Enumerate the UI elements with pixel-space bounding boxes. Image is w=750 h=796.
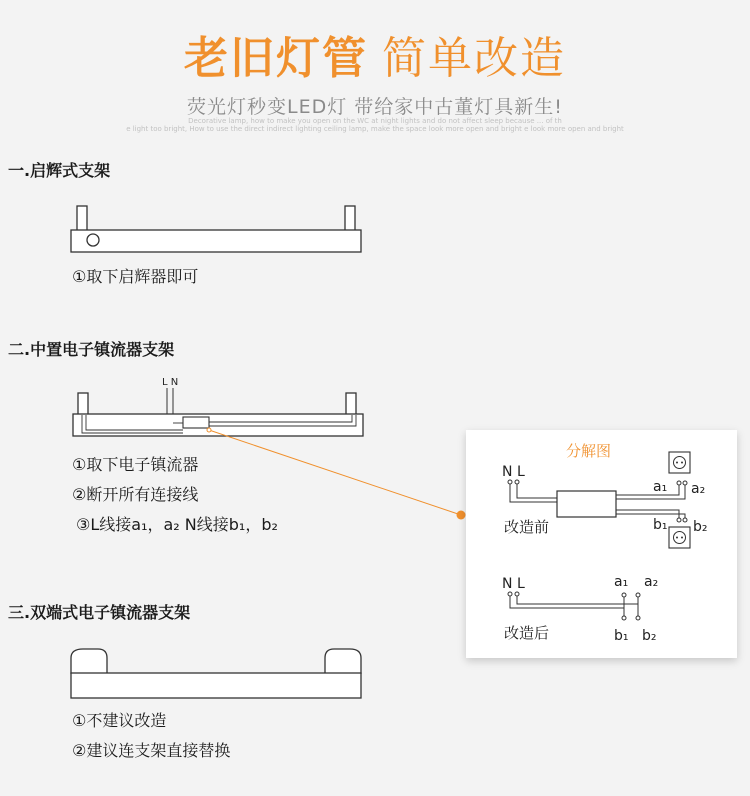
section-3-step-2: ②建议连支架直接替换 <box>72 741 231 760</box>
wire-l-after <box>517 596 638 604</box>
label-l-after: L <box>517 576 525 592</box>
callout-origin <box>207 428 211 432</box>
fixture-body <box>71 230 361 252</box>
wire-b2-before <box>616 514 685 518</box>
section-2-step-1: ①取下电子镇流器 <box>72 455 199 474</box>
wiring-diagram <box>466 430 737 658</box>
end-cap-right <box>325 649 361 674</box>
section-3-step-1: ①不建议改造 <box>72 711 167 730</box>
ballast-box <box>557 491 616 517</box>
label-n-before: N <box>502 464 513 480</box>
section-1-title: 一.启辉式支架 <box>8 161 111 180</box>
terminal-b2-after <box>636 616 640 620</box>
label-b1-before: b₁ <box>653 517 668 533</box>
terminal-l-before <box>515 480 519 484</box>
page-title <box>0 22 750 86</box>
fixture-body <box>71 673 361 698</box>
terminal-n-before <box>508 480 512 484</box>
lamp-holder-left <box>78 393 88 415</box>
fine-print-1: Decorative lamp, how to make you open on the WC at night lights and do not affect sleep because ... of th <box>188 117 562 125</box>
label-n-after: N <box>502 576 513 592</box>
label-b1-after: b₁ <box>614 628 629 644</box>
lamp-holder-right <box>346 393 356 415</box>
fine-print-2: e light too bright, How to use the direct indirect lighting ceiling lamp, make the space look more open and bright e look more open and bright <box>126 125 624 133</box>
terminal-b1-after <box>622 616 626 620</box>
label-a1-after: a₁ <box>614 574 629 590</box>
lamp-holder-right <box>345 206 355 231</box>
wire-a2-before <box>616 485 685 499</box>
double-end-fixture-drawing <box>60 640 380 710</box>
wire-label-ln: L N <box>162 377 179 388</box>
lamp-holder-left <box>77 206 87 231</box>
label-a1-before: a₁ <box>653 479 668 495</box>
label-a2-after: a₂ <box>644 574 659 590</box>
section-2-step-3: ③L线接a₁，a₂ N线接b₁，b₂ <box>76 515 278 534</box>
title-light: 简单改造 <box>382 33 566 84</box>
terminal-a2-after <box>636 593 640 597</box>
section-2-title: 二.中置电子镇流器支架 <box>8 340 175 359</box>
terminal-b2-before <box>683 518 687 522</box>
wire-l-before <box>517 484 557 498</box>
section-1-step-1: ①取下启辉器即可 <box>72 267 199 286</box>
end-cap-left <box>71 649 107 674</box>
label-b2-before: b₂ <box>693 519 708 535</box>
terminal-a1-before <box>677 481 681 485</box>
callout-dot <box>457 511 466 520</box>
label-after: 改造后 <box>504 624 550 642</box>
terminal-l-after <box>515 592 519 596</box>
wire-n-after <box>510 596 624 608</box>
terminal-a2-before <box>683 481 687 485</box>
label-a2-before: a₂ <box>691 481 706 497</box>
label-l-before: L <box>517 464 525 480</box>
section-2-step-2: ②断开所有连接线 <box>72 485 199 504</box>
page-subtitle: 荧光灯秒变LED灯 带给家中古董灯具新生! <box>187 96 563 118</box>
starter-icon <box>87 234 99 246</box>
terminal-b1-before <box>677 518 681 522</box>
terminal-n-after <box>508 592 512 596</box>
label-b2-after: b₂ <box>642 628 657 644</box>
wire-a1-before <box>616 485 679 495</box>
callout-line <box>209 430 461 515</box>
section-3-title: 三.双端式电子镇流器支架 <box>8 603 191 622</box>
electronic-ballast <box>183 417 209 428</box>
terminal-a1-after <box>622 593 626 597</box>
starter-fixture-drawing <box>60 195 380 265</box>
detail-diagram-panel <box>466 430 737 658</box>
label-before: 改造前 <box>504 518 550 536</box>
title-bold: 老旧灯管 <box>184 33 368 84</box>
detail-title: 分解图 <box>566 442 612 460</box>
